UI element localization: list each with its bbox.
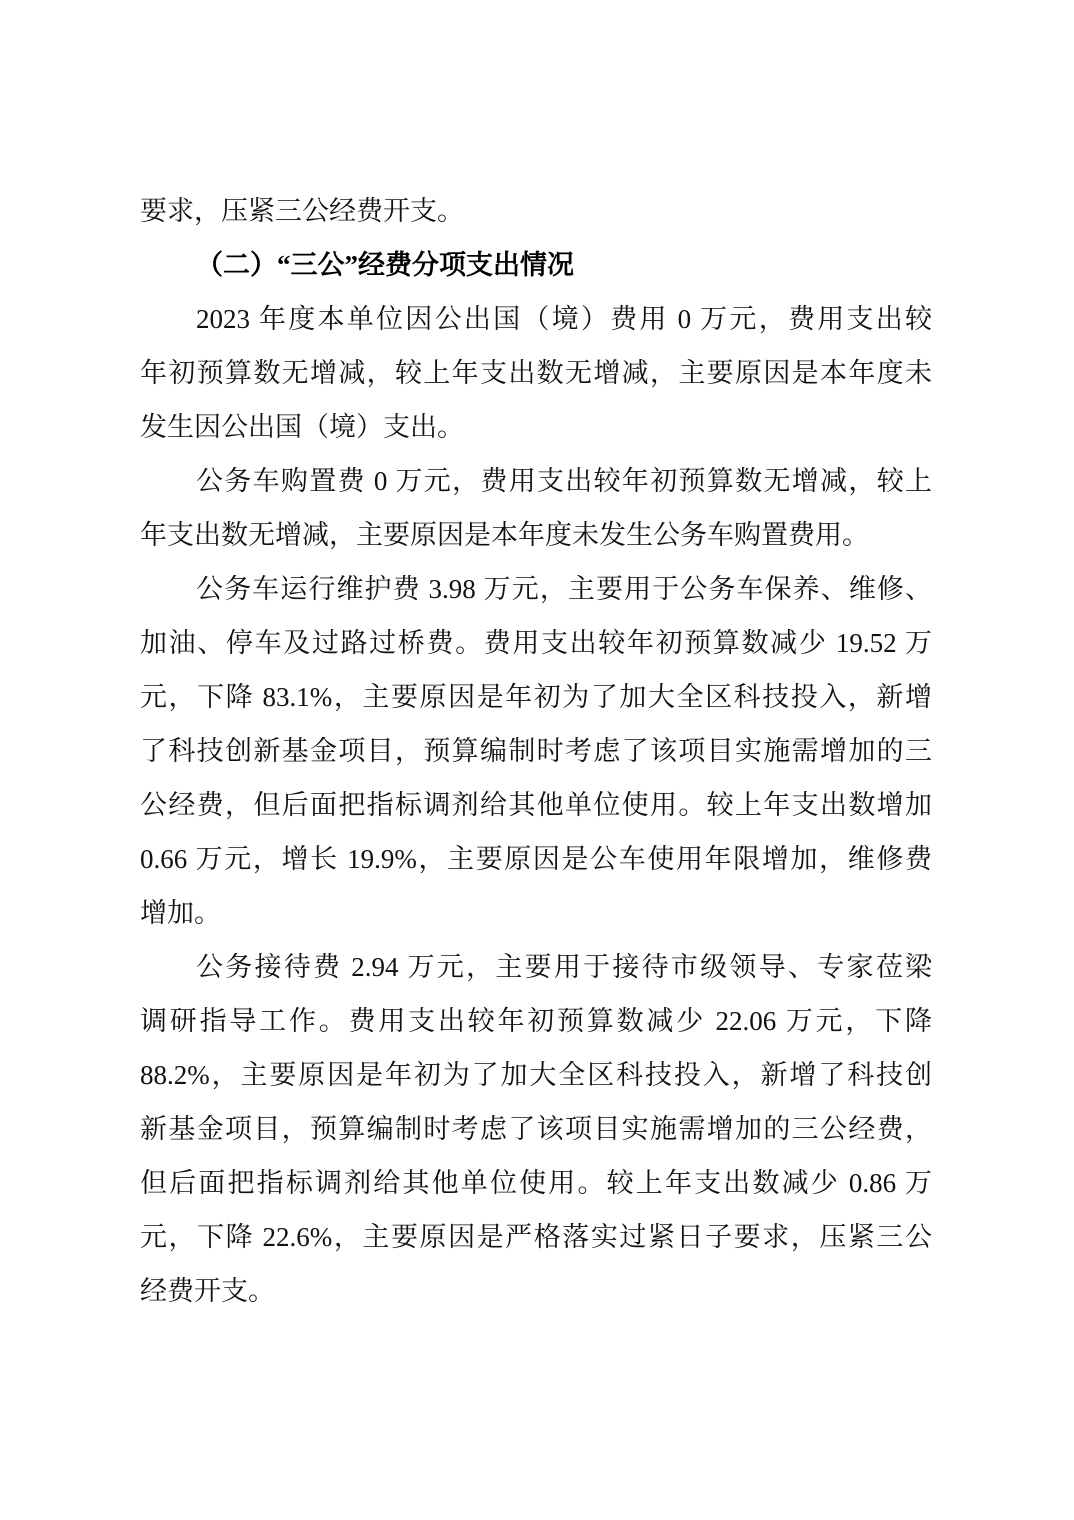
section-heading: （二）“三公”经费分项支出情况 — [196, 250, 574, 280]
text-line: 元，下降 83.1%，主要原因是年初为了加大全区科技投入，新增 — [140, 682, 932, 712]
text-line: 了科技创新基金项目，预算编制时考虑了该项目实施需增加的三 — [140, 736, 932, 766]
text-line: 经费开支。 — [140, 1276, 275, 1306]
text-line: 增加。 — [140, 898, 221, 928]
text-line: 0.66 万元，增长 19.9%，主要原因是公车使用年限增加，维修费 — [140, 844, 932, 874]
text-line: 公务接待费 2.94 万元，主要用于接待市级领导、专家莅梁 — [196, 952, 932, 982]
text-block — [140, 184, 932, 1318]
paragraph-continuation — [140, 184, 932, 238]
text-line: 元，下降 22.6%，主要原因是严格落实过紧日子要求，压紧三公 — [140, 1222, 932, 1252]
paragraph-official-reception — [140, 940, 932, 1318]
paragraph-vehicle-maintenance — [140, 562, 932, 940]
text-line: 要求，压紧三公经费开支。 — [140, 196, 464, 226]
section-heading-block — [140, 238, 932, 292]
text-line: 发生因公出国（境）支出。 — [140, 412, 464, 442]
text-line: 2023 年度本单位因公出国（境）费用 0 万元，费用支出较 — [196, 304, 932, 334]
text-line: 公经费，但后面把指标调剂给其他单位使用。较上年支出数增加 — [140, 790, 932, 820]
text-line: 公务车购置费 0 万元，费用支出较年初预算数无增减，较上 — [196, 466, 932, 496]
text-line: 但后面把指标调剂给其他单位使用。较上年支出数减少 0.86 万 — [140, 1168, 932, 1198]
text-line: 公务车运行维护费 3.98 万元，主要用于公务车保养、维修、 — [196, 574, 932, 604]
text-line: 新基金项目，预算编制时考虑了该项目实施需增加的三公经费， — [140, 1114, 932, 1144]
text-line: 88.2%，主要原因是年初为了加大全区科技投入，新增了科技创 — [140, 1060, 932, 1090]
text-line: 加油、停车及过路过桥费。费用支出较年初预算数减少 19.52 万 — [140, 628, 932, 658]
text-line: 年支出数无增减，主要原因是本年度未发生公务车购置费用。 — [140, 520, 869, 550]
paragraph-abroad-expense — [140, 292, 932, 454]
text-line: 调研指导工作。费用支出较年初预算数减少 22.06 万元，下降 — [140, 1006, 932, 1036]
text-line: 年初预算数无增减，较上年支出数无增减，主要原因是本年度未 — [140, 358, 932, 388]
paragraph-vehicle-purchase — [140, 454, 932, 562]
